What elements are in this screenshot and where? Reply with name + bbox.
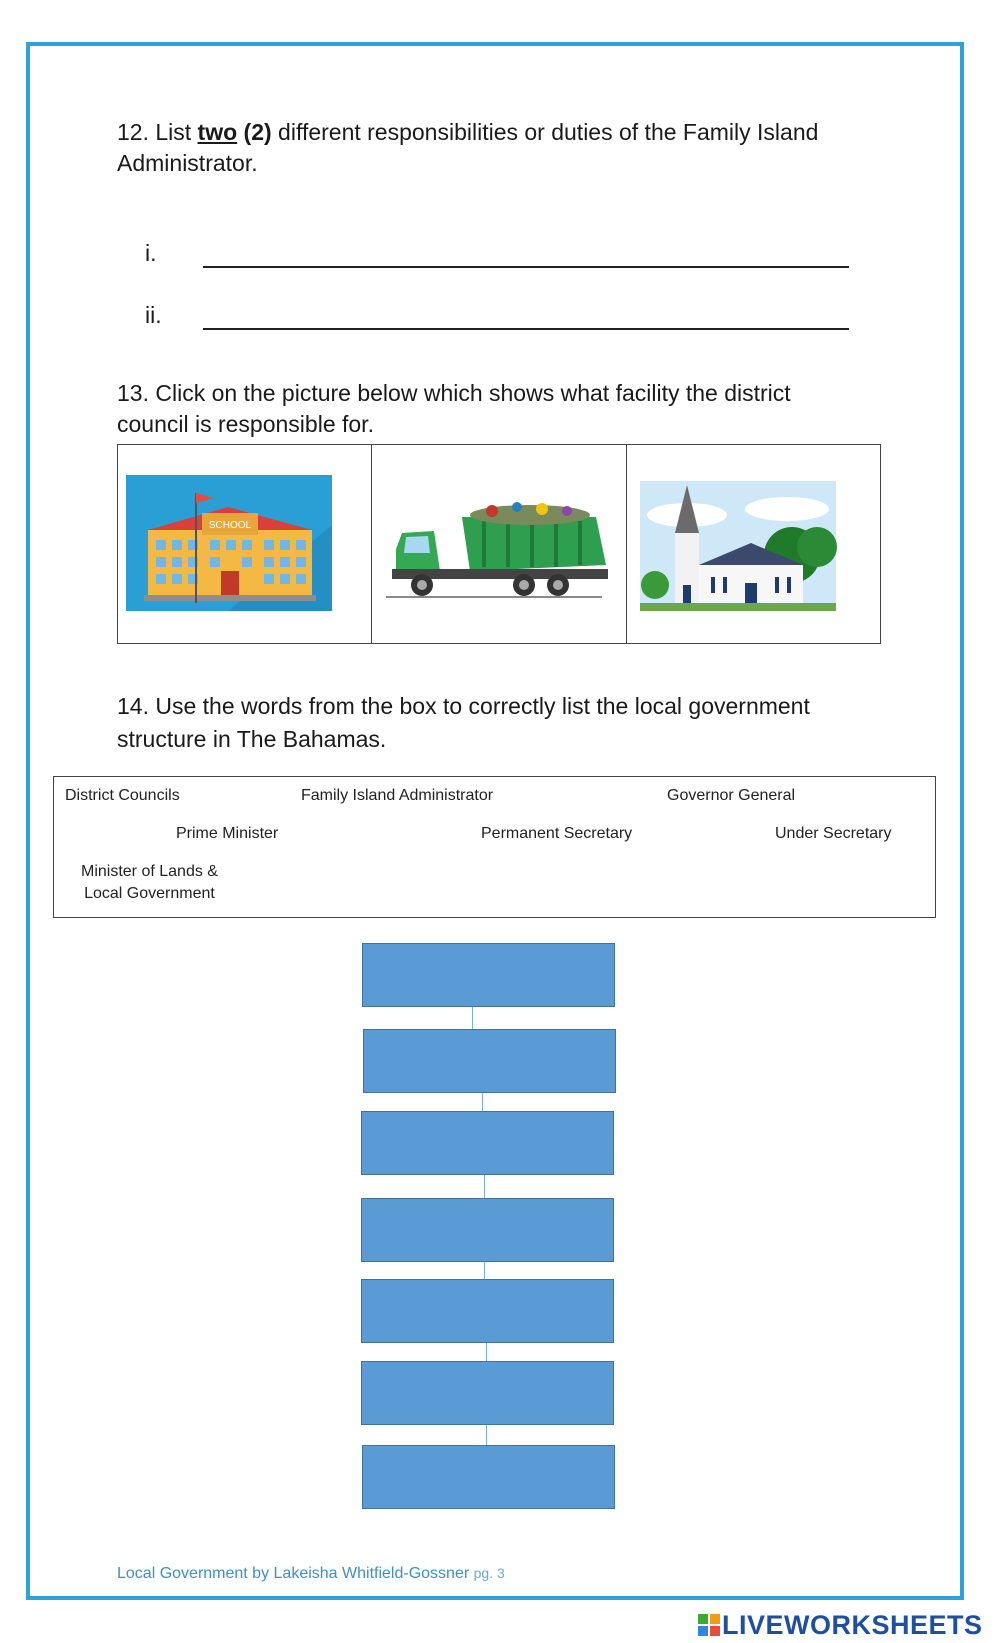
picture-option-garbage-truck[interactable] [372,445,626,643]
answer-input-ii[interactable] [206,300,850,330]
word-district-councils[interactable]: District Councils [65,787,180,804]
word-minister-of-lands[interactable]: Minister of Lands & Local Government [81,863,218,902]
word-bank-box [53,776,936,918]
question-14: 14. Use the words from the box to correctly list the local government structure in The Bahamas. [117,693,810,752]
page-number: pg. 3 [473,1565,505,1581]
word-under-secretary[interactable]: Under Secretary [775,825,892,842]
structure-slot[interactable] [362,1445,615,1509]
liveworksheets-brand: LIVEWORKSHEETS [698,1610,983,1640]
word-prime-minister[interactable]: Prime Minister [176,825,279,842]
connector-line [486,1425,487,1445]
connector-line [486,1343,487,1361]
structure-slot[interactable] [361,1198,614,1262]
answer-label-i: i. [145,240,157,266]
question-12: 12. List two (2) different responsibilities or duties of the Family Island Administrator. [117,119,819,176]
church-image [627,445,879,643]
structure-slot[interactable] [362,943,615,1007]
picture-choice-table [117,444,881,644]
connector-line [484,1175,485,1198]
structure-slot[interactable] [361,1361,614,1425]
page-footer: Local Government by Lakeisha Whitfield-Gossner pg. 3 [117,1565,505,1582]
connector-line [482,1093,483,1111]
word-family-island-administrator[interactable]: Family Island Administrator [301,787,494,804]
garbage-truck-image [372,445,624,643]
connector-line [472,1007,473,1029]
picture-option-school[interactable] [118,445,372,643]
school-sign-text: SCHOOL [208,520,252,531]
structure-slot[interactable] [361,1279,614,1343]
connector-line [484,1262,485,1279]
structure-slot[interactable] [363,1029,616,1093]
emphasis-two: two [197,119,238,145]
picture-option-church[interactable] [627,445,880,643]
question-13: 13. Click on the picture below which shows what facility the district council is responsible for. [117,380,791,437]
structure-slot[interactable] [361,1111,614,1175]
liveworksheets-logo-icon [698,1614,720,1636]
school-image [118,445,370,643]
word-permanent-secretary[interactable]: Permanent Secretary [481,825,633,842]
answer-input-i[interactable] [206,238,850,268]
word-governor-general[interactable]: Governor General [667,787,796,804]
answer-label-ii: ii. [145,302,162,328]
